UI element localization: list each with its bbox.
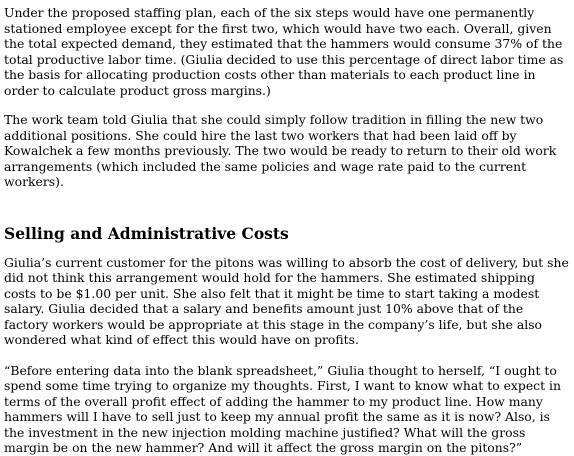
document-page	[4, 5, 570, 456]
paragraph-staffing-plan: Under the proposed staffing plan, each of the six steps would have one permanently stationed employee except for the first two, which would have two each. Overall, given the total expected demand, they estimated that the hammers would consume 37% of the total productive labor time. (Giulia decided to use this percentage of direct labor time as the basis for allocating production costs other than materials to each product line in order to calculate product gross margins.)	[4, 5, 564, 98]
paragraph-work-team: The work team told Giulia that she could simply follow tradition in filling the new two additional positions. She could hire the last two workers that had been laid off by Kowalchek a few months previously. The two would be ready to return to their old work arrangements (which included the same policies and wage rate paid to the current workers).	[4, 112, 557, 189]
paragraph-giulia-thoughts: “Before entering data into the blank spreadsheet,” Giulia thought to herself, “I ought to spend some time trying to organize my thoughts. First, I want to know what to expect in terms of the overall profit effect of adding the hammer to my product line. How many hammers will I have to sell just to keep my annual profit the same as it is now? Also, is the investment in the new injection molding machine justified? What will the gross margin be on the new hammer? And will it affect the gross margin on the pitons?”	[4, 362, 561, 455]
section-heading: Selling and Administrative Costs	[4, 223, 289, 243]
paragraph-selling-costs: Giulia’s current customer for the pitons was willing to absorb the cost of delivery, but she did not think this arrangement would hold for the hammers. She estimated shipping costs to be $1.00 per unit. She also felt that it might be time to start taking a modest salary. Giulia decided that a salary and benefits amount just 10% above that of the factory workers would be appropriate at this stage in the company’s life, but she also wondered what kind of effect this would have on profits.	[4, 254, 569, 347]
